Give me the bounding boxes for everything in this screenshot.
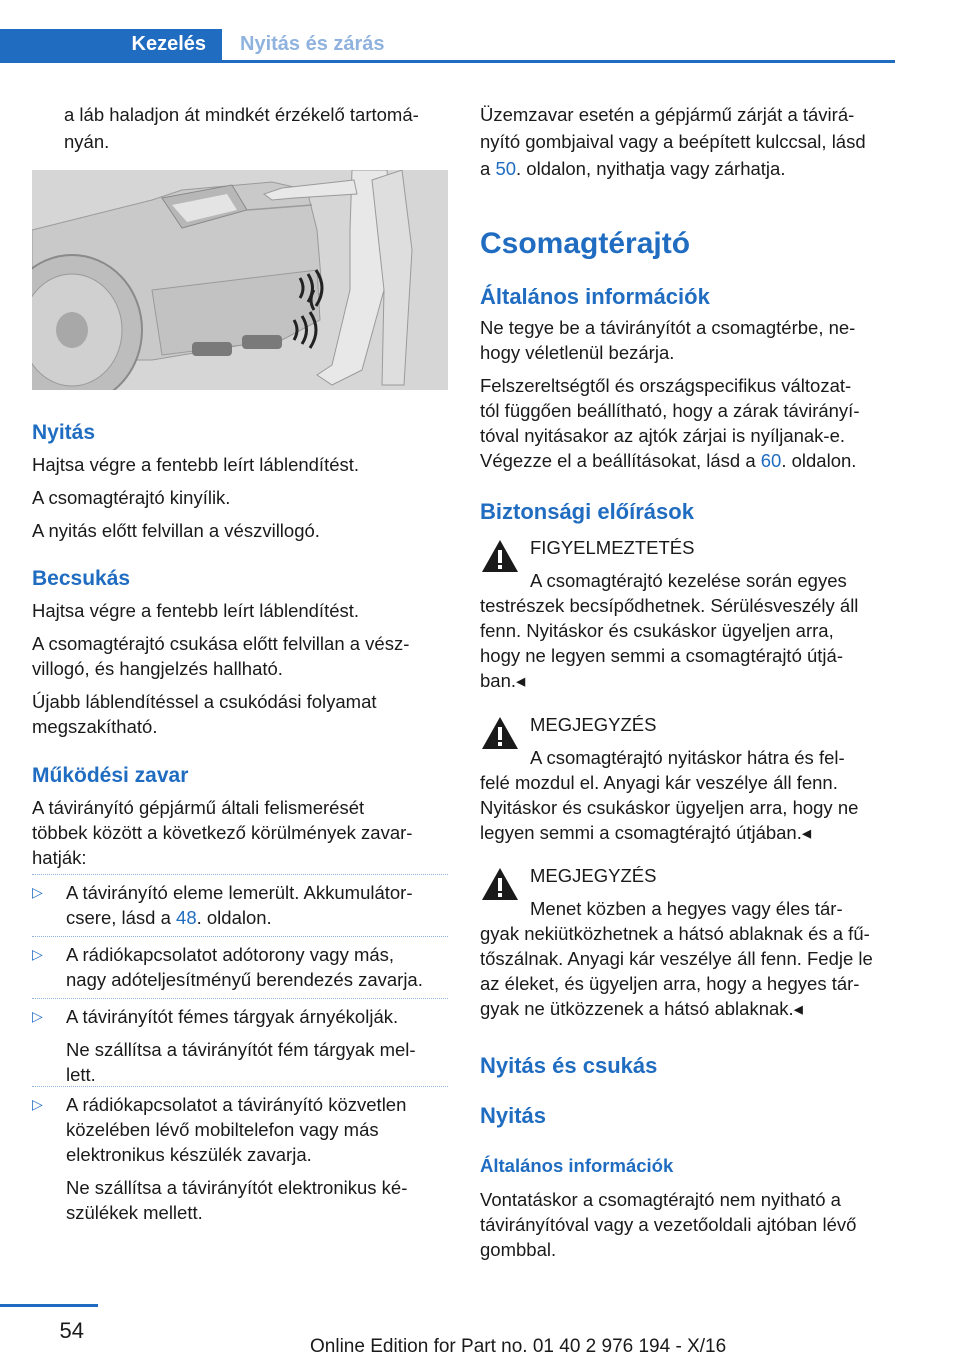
tab-nyitas-es-zaras: Nyitás és zárás: [240, 33, 385, 55]
list-item-line: lett.: [66, 1064, 96, 1085]
warning-line: tőszálnak. Anyagi kár veszélye áll fenn. Fedje le: [480, 948, 873, 969]
list-item: [32, 1092, 448, 1226]
tailgate-illustration: [32, 170, 448, 390]
list-separator: [32, 998, 448, 999]
zavar-intro-line-3: hatják:: [32, 847, 87, 868]
warning-line: A csomagtérajtó nyitáskor hátra és fel-: [530, 747, 845, 768]
altalanos-p2-line-1: Felszereltségtől és országspecifikus változat-: [480, 375, 852, 396]
footer-edition-text: Online Edition for Part no. 01 40 2 976 194 - X/16: [310, 1336, 727, 1357]
list-item-line: A távirányítót fémes tárgyak árnyékolják.: [66, 1006, 399, 1027]
page-link-48[interactable]: 48: [176, 907, 197, 928]
warning-title: MEGJEGYZÉS: [530, 714, 657, 735]
becsukas-p2-line-2: villogó, és hangjelzés hallható.: [32, 658, 283, 679]
list-separator: [32, 1086, 448, 1087]
heading-nyitas: Nyitás: [32, 421, 96, 444]
list-item-line: A rádiókapcsolatot adótorony vagy más,: [66, 944, 395, 965]
nyitas-line-1: Hajtsa végre a fentebb leírt láblendítést.: [32, 454, 360, 475]
triangle-right-icon: ▷: [32, 946, 43, 962]
altalanos-p2-line-3: tóval nyitásakor az ajtók zárjai is nyíljanak-e.: [480, 425, 846, 446]
warning-triangle-icon: [480, 538, 520, 574]
warning-title: MEGJEGYZÉS: [530, 865, 657, 886]
list-item-line: Ne szállítsa a távirányítót elektronikus ké-: [66, 1177, 408, 1198]
heading-altalanos-informaciok-sub: Általános információk: [480, 1155, 674, 1176]
list-separator: [32, 874, 448, 875]
list-item-line: szülékek mellett.: [66, 1202, 203, 1223]
list-separator: [32, 936, 448, 937]
zavar-intro-line-1: A távirányító gépjármű általi felismerését: [32, 797, 365, 818]
list-item-line: A rádiókapcsolatot a távirányító közvetlen: [66, 1094, 407, 1115]
warning-line: gyak nekiütközhetnek a hátsó ablaknak és a fű-: [480, 923, 870, 944]
warning-line: Nyitáskor és csukáskor ügyeljen arra, hogy ne: [480, 797, 859, 818]
warning-title: FIGYELMEZTETÉS: [530, 537, 695, 558]
page-link-50[interactable]: 50: [495, 158, 517, 179]
nyitas-csukas-line-3: gombbal.: [480, 1239, 557, 1260]
triangle-right-icon: ▷: [32, 884, 43, 900]
warning-triangle-icon: [480, 866, 520, 902]
nyitas-csukas-line-1: Vontatáskor a csomagtérajtó nem nyitható a: [480, 1189, 841, 1210]
warning-line: A csomagtérajtó kezelése során egyes: [530, 570, 847, 591]
becsukas-p2-line-1: A csomagtérajtó csukása előtt felvillan a vész-: [32, 633, 410, 654]
section-title-csomagterajto: Csomagtérajtó: [480, 227, 691, 260]
heading-biztonsagi-eloirasok: Biztonsági előírások: [480, 499, 694, 524]
warning-line: legyen semmi a csomagtérajtó útjában.◂: [480, 822, 812, 843]
triangle-right-icon: ▷: [32, 1008, 43, 1024]
warning-line: felé mozdul el. Anyagi kár veszélye áll fenn.: [480, 772, 838, 793]
warning-line: gyak ne ütközzenek a hátsó ablaknak.◂: [480, 998, 803, 1019]
heading-nyitas-sub: Nyitás: [480, 1103, 547, 1128]
warning-line: ban.◂: [480, 670, 526, 691]
altalanos-p1-line-1: Ne tegye be a távirányítót a csomagtérbe, ne-: [480, 317, 856, 338]
list-item: [32, 880, 448, 930]
altalanos-p1-line-2: hogy véletlenül bezárja.: [480, 342, 675, 363]
becsukas-p1: Hajtsa végre a fentebb leírt láblendítést.: [32, 600, 360, 621]
warning-line: az éleket, és ügyeljen arra, hogy a hegyes tár-: [480, 973, 860, 994]
zavar-intro-line-2: többek között a következő körülmények zavar-: [32, 822, 413, 843]
warning-line: hogy ne legyen semmi a csomagtérajtó útjá-: [480, 645, 843, 666]
nyitas-line-3: A nyitás előtt felvillan a vészvillogó.: [32, 520, 320, 541]
heading-becsukas: Becsukás: [32, 567, 131, 590]
altalanos-p2-line-4: Végezze el a beállításokat, lásd a 60. oldalon.: [480, 450, 857, 471]
zavar-list: [32, 874, 448, 1223]
right-intro-line-3: a 50. oldalon, nyithatja vagy zárhatja.: [480, 158, 786, 179]
right-intro-line-2: nyító gombjaival vagy a beépített kulccsal, lásd: [480, 131, 866, 152]
triangle-right-icon: ▷: [32, 1096, 43, 1112]
list-item-line: nagy adóteljesítményű berendezés zavarja.: [66, 969, 423, 990]
footer-divider: [0, 1304, 98, 1307]
list-item-line: csere, lásd a 48. oldalon.: [66, 907, 272, 928]
nyitas-csukas-line-2: távirányítóval vagy a vezetőoldali ajtóban lévő: [480, 1214, 857, 1235]
heading-nyitas-es-csukas: Nyitás és csukás: [480, 1053, 658, 1078]
heading-mukodesi-zavar: Működési zavar: [32, 764, 189, 787]
warning-line: fenn. Nyitáskor és csukáskor ügyeljen arra,: [480, 620, 834, 641]
nyitas-line-2: A csomagtérajtó kinyílik.: [32, 487, 231, 508]
warning-triangle-icon: [480, 715, 520, 751]
list-item-line: közelében lévő mobiltelefon vagy más: [66, 1119, 379, 1140]
page-number: 54: [59, 1318, 84, 1343]
warning-line: testrészek becsípődhetnek. Sérülésveszély áll: [480, 595, 859, 616]
altalanos-p2-line-2: tól függően beállítható, hogy a zárak távirányí-: [480, 400, 860, 421]
tab-kezeles: Kezelés: [0, 29, 222, 60]
list-item: [32, 942, 448, 992]
intro-line-2: nyán.: [64, 131, 110, 152]
page-link-60[interactable]: 60: [760, 450, 782, 471]
right-intro-line-1: Üzemzavar esetén a gépjármű zárját a távirá-: [480, 104, 855, 125]
warning-line: Menet közben a hegyes vagy éles tár-: [530, 898, 843, 919]
list-item-line: A távirányító eleme lemerült. Akkumulátor-: [66, 882, 413, 903]
car-foot-sensor-image: [32, 170, 448, 390]
list-item-line: Ne szállítsa a távirányítót fém tárgyak mel-: [66, 1039, 416, 1060]
list-item: [32, 1004, 448, 1088]
becsukas-p3-line-2: megszakítható.: [32, 716, 158, 737]
list-item-line: elektronikus készülék zavarja.: [66, 1144, 312, 1165]
heading-altalanos-informaciok: Általános információk: [480, 284, 710, 309]
intro-line-1: a láb haladjon át mindkét érzékelő tartomá-: [64, 104, 419, 125]
becsukas-p3-line-1: Újabb láblendítéssel a csukódási folyamat: [32, 691, 377, 712]
